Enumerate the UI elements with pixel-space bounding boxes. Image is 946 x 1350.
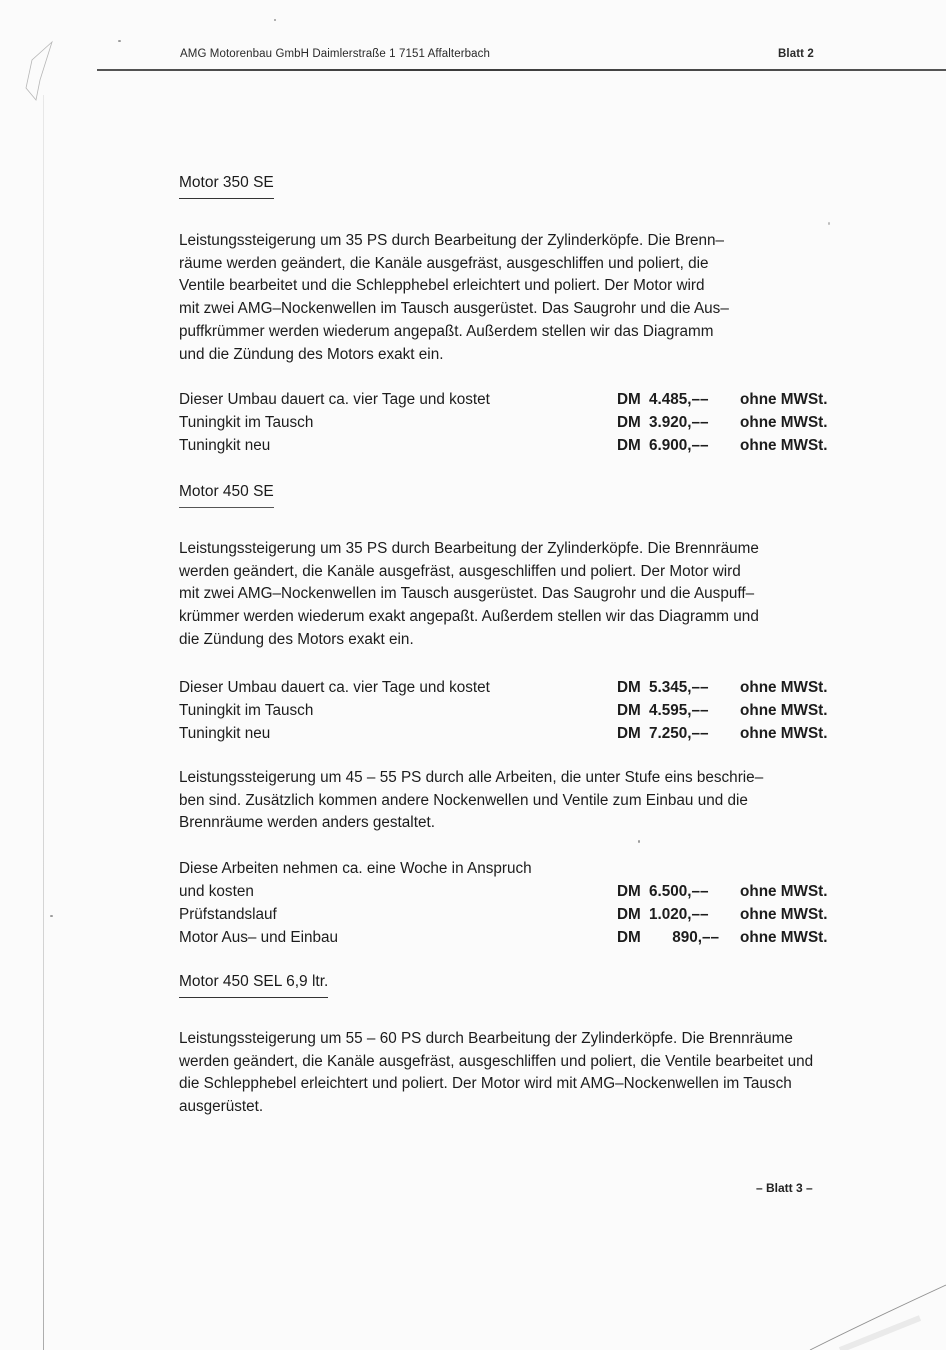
price-row (179, 388, 859, 411)
section-350se-description (179, 230, 729, 366)
price-label: Motor Aus– und Einbau (179, 929, 339, 946)
price-label: Tuningkit neu (179, 437, 271, 454)
price-currency: DM (617, 929, 641, 946)
price-tax-note: ohne MWSt. (740, 906, 828, 923)
price-tax-note: ohne MWSt. (740, 414, 828, 431)
price-tax-note: ohne MWSt. (740, 929, 828, 946)
page-curl-mark (800, 1240, 946, 1350)
price-amount: 4.485,–– (649, 391, 709, 408)
price-row (179, 880, 859, 903)
section-title-text: Motor 450 SEL 6,9 ltr. (179, 973, 329, 990)
section-450se-stage2-prices (179, 857, 859, 949)
section-450se-prices (179, 676, 859, 745)
price-amount: 6.900,–– (649, 437, 709, 454)
price-currency: DM (617, 725, 641, 742)
paragraph-line: werden geändert, die Kanäle ausgefräst, ausgeschliffen und poliert. Der Motor wird (179, 562, 741, 580)
price-amount: 5.345,–– (649, 679, 709, 696)
paragraph-line: puffkrümmer werden wiederum angepaßt. Außerdem stellen wir das Diagramm (179, 322, 714, 340)
price-intro-row (179, 857, 859, 880)
price-label: Tuningkit im Tausch (179, 414, 314, 431)
paragraph-line: Leistungssteigerung um 35 PS durch Bearbeitung der Zylinderköpfe. Die Brennräume (179, 540, 759, 557)
price-currency: DM (617, 702, 641, 719)
paragraph-line: und die Zündung des Motors exakt ein. (179, 345, 444, 363)
sheet-number: Blatt 2 (778, 48, 814, 60)
header-divider (97, 69, 946, 71)
price-label: Prüfstandslauf (179, 906, 277, 923)
price-tax-note: ohne MWSt. (740, 883, 828, 900)
price-amount: 3.920,–– (649, 414, 709, 431)
paragraph-line: die Schlepphebel erleichtert und poliert. Der Motor wird mit AMG–Nockenwellen im Tausch (179, 1075, 792, 1093)
paragraph-line: die Zündung des Motors exakt ein. (179, 630, 414, 648)
price-amount: 890,–– (672, 929, 719, 946)
section-title-text: Motor 450 SE (179, 483, 274, 500)
price-currency: DM (617, 391, 641, 408)
price-amount: 4.595,–– (649, 702, 709, 719)
price-row (179, 434, 859, 457)
price-row (179, 699, 859, 722)
section-title-text: Motor 350 SE (179, 174, 274, 191)
price-label: Tuningkit im Tausch (179, 702, 314, 719)
next-sheet-marker: – Blatt 3 – (756, 1181, 813, 1195)
price-row (179, 903, 859, 926)
paragraph-line: räume werden geändert, die Kanäle ausgefräst, ausgeschliffen und poliert, die (179, 254, 709, 272)
scan-speck (118, 40, 121, 42)
price-tax-note: ohne MWSt. (740, 702, 828, 719)
folded-corner-mark (18, 40, 58, 105)
price-currency: DM (617, 883, 641, 900)
price-row (179, 676, 859, 699)
paragraph-line: werden geändert, die Kanäle ausgefräst, ausgeschliffen und poliert, die Ventile bearbeitet und (179, 1052, 814, 1070)
section-title-450se (179, 483, 274, 501)
section-title-350se (179, 174, 274, 192)
paragraph-line: mit zwei AMG–Nockenwellen im Tausch ausgerüstet. Das Saugrohr und die Auspuff– (179, 585, 755, 603)
price-tax-note: ohne MWSt. (740, 725, 828, 742)
scan-speck (50, 915, 53, 917)
paragraph-line: Ventile bearbeitet und die Schlepphebel erleichtert und poliert. Der Motor wird (179, 277, 705, 295)
scan-speck (828, 222, 830, 225)
price-amount: 1.020,–– (649, 906, 709, 923)
price-row (179, 411, 859, 434)
title-underline (179, 507, 274, 508)
scan-speck (638, 840, 640, 843)
section-450se-description (179, 538, 759, 652)
company-address: AMG Motorenbau GmbH Daimlerstraße 1 7151 Affalterbach (180, 48, 490, 60)
title-underline (179, 198, 274, 200)
price-label: Dieser Umbau dauert ca. vier Tage und kostet (179, 391, 490, 408)
price-tax-note: ohne MWSt. (740, 391, 828, 408)
paragraph-line: krümmer werden wiederum exakt angepaßt. Außerdem stellen wir das Diagramm und (179, 608, 759, 626)
price-label: Tuningkit neu (179, 725, 271, 742)
section-450se-stage2-description (179, 767, 763, 835)
paragraph-line: Leistungssteigerung um 35 PS durch Bearbeitung der Zylinderköpfe. Die Brenn– (179, 232, 725, 249)
section-450sel-description (179, 1028, 813, 1119)
price-currency: DM (617, 414, 641, 431)
title-underline (179, 997, 328, 999)
price-currency: DM (617, 679, 641, 696)
paper-edge (43, 95, 44, 1350)
price-amount: 6.500,–– (649, 883, 709, 900)
paragraph-line: Brennräume werden anders gestaltet. (179, 814, 435, 832)
paragraph-line: ausgerüstet. (179, 1098, 264, 1116)
section-350se-prices (179, 388, 859, 457)
price-row (179, 926, 859, 949)
price-amount: 7.250,–– (649, 725, 709, 742)
price-label: Dieser Umbau dauert ca. vier Tage und kostet (179, 679, 490, 696)
price-currency: DM (617, 437, 641, 454)
paragraph-line: Leistungssteigerung um 45 – 55 PS durch alle Arbeiten, die unter Stufe eins beschrie– (179, 769, 764, 786)
paragraph-line: Leistungssteigerung um 55 – 60 PS durch Bearbeitung der Zylinderköpfe. Die Brennräume (179, 1030, 793, 1047)
paragraph-line: mit zwei AMG–Nockenwellen im Tausch ausgerüstet. Das Saugrohr und die Aus– (179, 300, 729, 318)
section-title-450sel-69 (179, 973, 328, 991)
price-row (179, 722, 859, 745)
scan-speck (274, 19, 276, 21)
price-intro-label: Diese Arbeiten nehmen ca. eine Woche in Anspruch (179, 860, 532, 877)
price-tax-note: ohne MWSt. (740, 679, 828, 696)
paragraph-line: ben sind. Zusätzlich kommen andere Nockenwellen und Ventile zum Einbau und die (179, 791, 748, 809)
price-currency: DM (617, 906, 641, 923)
price-label: und kosten (179, 883, 254, 900)
price-tax-note: ohne MWSt. (740, 437, 828, 454)
